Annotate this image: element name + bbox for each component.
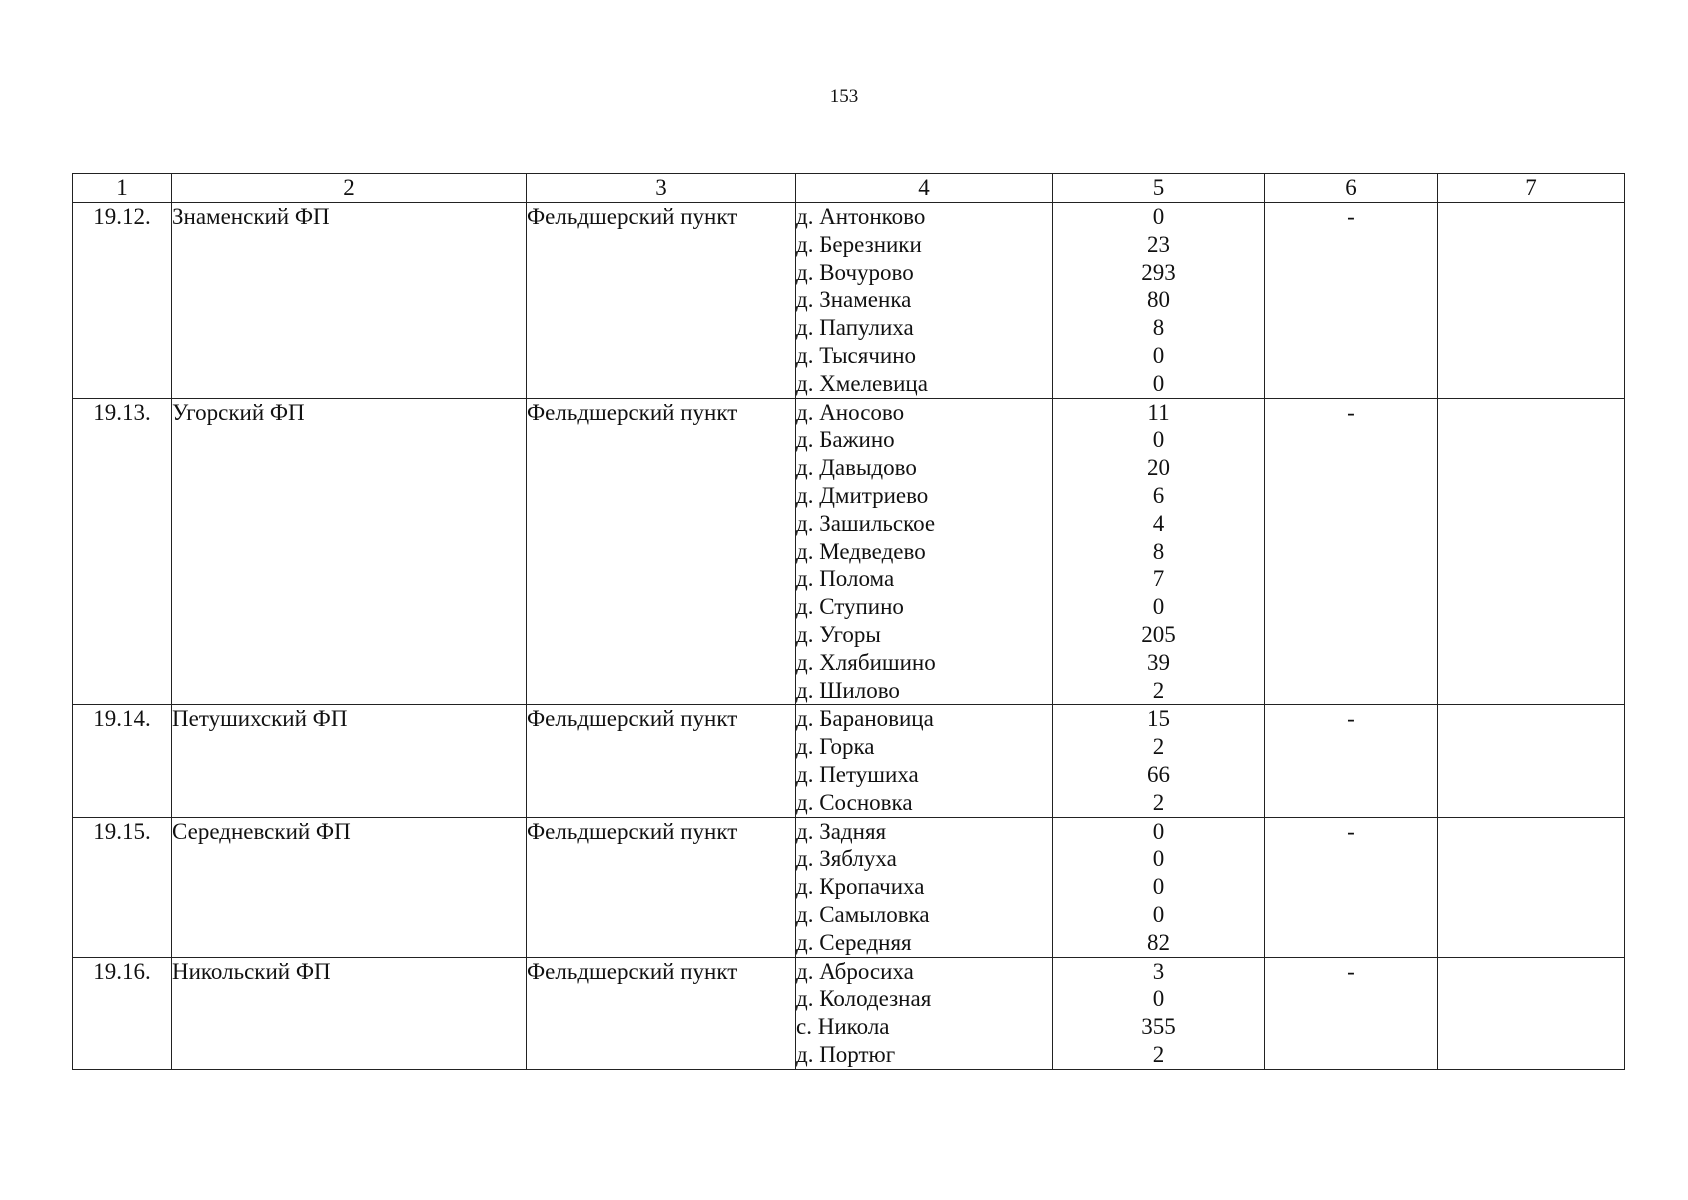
population-value: 0 xyxy=(1152,342,1165,368)
population-value: 2 xyxy=(1152,677,1165,703)
facilities-table xyxy=(72,173,1625,1070)
settlement-name: д. Дмитриево xyxy=(796,482,929,508)
settlement-name: д. Березники xyxy=(796,231,922,257)
row-number: 19.16. xyxy=(73,957,172,1069)
population-value: 6 xyxy=(1152,482,1165,508)
settlement-name: д. Давыдово xyxy=(796,455,917,481)
settlement-name: д. Хмелевица xyxy=(796,370,928,396)
population-value: 15 xyxy=(1147,706,1170,732)
settlement-name: д. Шилово xyxy=(796,677,900,703)
column-7-value xyxy=(1438,203,1625,399)
row-number: 19.13. xyxy=(73,398,172,705)
header-cell: 2 xyxy=(172,174,527,203)
column-6-value: - xyxy=(1265,203,1438,399)
population-list xyxy=(1053,398,1265,705)
population-value: 8 xyxy=(1152,538,1165,564)
settlement-name: д. Портюг xyxy=(796,1041,896,1067)
settlement-name: д. Горка xyxy=(796,734,875,760)
population-value: 0 xyxy=(1152,901,1165,927)
population-value: 20 xyxy=(1147,455,1170,481)
population-value: 2 xyxy=(1152,789,1165,815)
settlement-list xyxy=(796,705,1053,817)
settlement-list xyxy=(796,957,1053,1069)
settlement-name: д. Вочурово xyxy=(796,259,914,285)
settlement-name: д. Абросиха xyxy=(796,958,914,984)
population-value: 8 xyxy=(1152,315,1165,341)
population-value: 0 xyxy=(1152,846,1165,872)
population-value: 39 xyxy=(1147,649,1170,675)
settlement-name: д. Папулиха xyxy=(796,315,914,341)
facility-type: Фельдшерский пункт xyxy=(527,817,796,957)
settlement-name: д. Ступино xyxy=(796,594,904,620)
population-value: 82 xyxy=(1147,929,1170,955)
column-6-value: - xyxy=(1265,957,1438,1069)
header-cell: 7 xyxy=(1438,174,1625,203)
settlement-name: д. Аносово xyxy=(796,399,905,425)
facility-name: Угорский ФП xyxy=(172,398,527,705)
facility-name: Петушихский ФП xyxy=(172,705,527,817)
row-number: 19.12. xyxy=(73,203,172,399)
settlement-name: д. Антонково xyxy=(796,204,926,229)
facility-type: Фельдшерский пункт xyxy=(527,957,796,1069)
settlement-name: д. Угоры xyxy=(796,621,881,647)
settlement-name: д. Петушиха xyxy=(796,761,919,787)
settlement-name: д. Тысячино xyxy=(796,342,917,368)
page-number: 153 xyxy=(829,86,859,107)
facility-name: Знаменский ФП xyxy=(172,203,527,399)
column-7-value xyxy=(1438,817,1625,957)
column-6-value: - xyxy=(1265,398,1438,705)
population-list xyxy=(1053,817,1265,957)
header-cell: 4 xyxy=(796,174,1053,203)
settlement-name: д. Полома xyxy=(796,566,895,592)
population-value: 0 xyxy=(1152,874,1165,900)
population-value: 205 xyxy=(1141,621,1176,647)
population-value: 66 xyxy=(1147,761,1170,787)
header-cell: 1 xyxy=(73,174,172,203)
population-value: 0 xyxy=(1152,594,1165,620)
population-value: 11 xyxy=(1147,399,1170,425)
population-value: 355 xyxy=(1141,1014,1176,1040)
column-7-value xyxy=(1438,398,1625,705)
settlement-name: д. Барановица xyxy=(796,706,934,732)
population-value: 0 xyxy=(1152,986,1165,1012)
population-value: 3 xyxy=(1152,958,1165,984)
population-value: 2 xyxy=(1152,734,1165,760)
population-value: 7 xyxy=(1152,566,1165,592)
settlement-name: д. Середняя xyxy=(796,929,912,955)
settlement-name: д. Хлябишино xyxy=(796,649,936,675)
population-list xyxy=(1053,203,1265,399)
population-value: 80 xyxy=(1147,287,1170,313)
settlement-list xyxy=(796,817,1053,957)
settlement-list xyxy=(796,398,1053,705)
facility-name: Никольский ФП xyxy=(172,957,527,1069)
settlement-name: д. Зяблуха xyxy=(796,846,897,872)
row-number: 19.14. xyxy=(73,705,172,817)
header-cell: 5 xyxy=(1053,174,1265,203)
header-row xyxy=(73,174,1625,203)
settlement-list xyxy=(796,203,1053,399)
table-row xyxy=(73,398,1625,705)
column-6-value: - xyxy=(1265,817,1438,957)
settlement-name: д. Сосновка xyxy=(796,789,913,815)
facility-name: Середневский ФП xyxy=(172,817,527,957)
table-row xyxy=(73,957,1625,1069)
table-row xyxy=(73,817,1625,957)
population-value: 4 xyxy=(1152,510,1165,536)
settlement-name: д. Знаменка xyxy=(796,287,912,313)
settlement-name: д. Самыловка xyxy=(796,901,930,927)
settlement-name: д. Задняя xyxy=(796,818,887,844)
population-value: 0 xyxy=(1152,370,1165,396)
facility-type: Фельдшерский пункт xyxy=(527,203,796,399)
table-row xyxy=(73,705,1625,817)
settlement-name: д. Бажино xyxy=(796,427,895,453)
settlement-name: д. Зашильское xyxy=(796,510,936,536)
settlement-name: д. Кропачиха xyxy=(796,874,925,900)
facility-type: Фельдшерский пункт xyxy=(527,705,796,817)
settlement-name: с. Никола xyxy=(796,1014,890,1040)
population-list xyxy=(1053,705,1265,817)
population-list xyxy=(1053,957,1265,1069)
population-value: 293 xyxy=(1141,259,1176,285)
facility-type: Фельдшерский пункт xyxy=(527,398,796,705)
header-cell: 6 xyxy=(1265,174,1438,203)
population-value: 0 xyxy=(1152,427,1165,453)
table-row xyxy=(73,203,1625,399)
population-value: 2 xyxy=(1152,1041,1165,1067)
header-cell: 3 xyxy=(527,174,796,203)
settlement-name: д. Медведево xyxy=(796,538,926,564)
population-value: 23 xyxy=(1147,231,1170,257)
column-7-value xyxy=(1438,957,1625,1069)
column-7-value xyxy=(1438,705,1625,817)
column-6-value: - xyxy=(1265,705,1438,817)
settlement-name: д. Колодезная xyxy=(796,986,932,1012)
population-value: 0 xyxy=(1152,204,1165,229)
row-number: 19.15. xyxy=(73,817,172,957)
population-value: 0 xyxy=(1152,818,1165,844)
